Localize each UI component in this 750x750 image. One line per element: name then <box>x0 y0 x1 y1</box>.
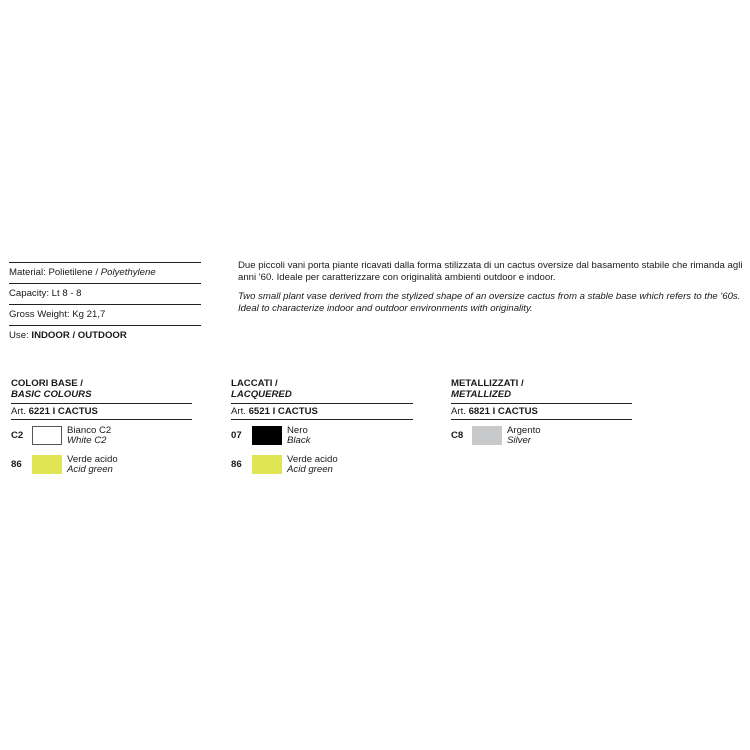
spec-capacity <box>9 283 201 304</box>
column-title-en: LACQUERED <box>231 389 292 400</box>
swatch-name-it: Argento <box>507 425 541 436</box>
article-number: 6821 I CACTUS <box>468 406 538 417</box>
column-title-it: METALLIZZATI / <box>451 378 524 389</box>
column-title-it: LACCATI / <box>231 378 278 389</box>
spec-capacity-text: Capacity: Lt 8 - 8 <box>9 288 82 299</box>
article-code <box>231 403 413 420</box>
spec-use-value: INDOOR / OUTDOOR <box>31 330 127 341</box>
spec-material-en: Polyethylene <box>100 267 156 278</box>
swatch-row <box>231 426 413 455</box>
article-prefix: Art. <box>11 406 29 417</box>
column-title <box>451 378 632 400</box>
color-column-metallized <box>451 378 632 455</box>
swatch-row <box>451 426 632 455</box>
swatch-white <box>32 426 62 445</box>
article-number: 6521 I CACTUS <box>248 406 318 417</box>
swatch-label <box>67 455 118 475</box>
spec-weight-text: Gross Weight: Kg 21,7 <box>9 309 106 320</box>
spec-material <box>9 262 201 283</box>
swatch-code: 86 <box>11 459 22 470</box>
swatch-row <box>11 455 192 484</box>
swatch-code: 07 <box>231 430 242 441</box>
swatch-name-it: Verde acido <box>67 454 118 465</box>
spec-table <box>9 262 201 346</box>
article-code <box>11 403 192 420</box>
column-title-it: COLORI BASE / <box>11 378 83 389</box>
swatch-black <box>252 426 282 445</box>
description-en: Two small plant vase derived from the stylized shape of an oversize cactus from a stable base which refers to the '60s. Ideal to characterize indoor and outdoor environments with originality. <box>238 291 741 314</box>
swatch-name-it: Nero <box>287 425 308 436</box>
swatch-name-it: Verde acido <box>287 454 338 465</box>
spec-weight <box>9 304 201 325</box>
swatch-name-en: Acid green <box>287 464 333 475</box>
swatch-name-en: Black <box>287 435 311 446</box>
swatch-code: C2 <box>11 430 24 441</box>
swatch-silver <box>472 426 502 445</box>
spec-use <box>9 325 201 346</box>
description-it: Due piccoli vani porta piante ricavati dalla forma stilizzata di un cactus oversize dal basamento stabile che rimanda agli anni '60. Ideale per caratterizzare con originalità ambienti outdoor e indoor. <box>238 260 743 283</box>
swatch-row <box>11 426 192 455</box>
swatch-code: 86 <box>231 459 242 470</box>
article-number: 6221 I CACTUS <box>28 406 98 417</box>
swatch-code: C8 <box>451 430 464 441</box>
swatch-label <box>67 426 111 446</box>
swatch-name-it: Bianco C2 <box>67 425 112 436</box>
swatch-label <box>287 426 310 446</box>
article-code <box>451 403 632 420</box>
spec-use-label: Use: <box>9 330 32 341</box>
swatch-acid-green <box>32 455 62 474</box>
swatch-row <box>231 455 413 484</box>
column-title-en: METALLIZED <box>451 389 512 400</box>
swatch-name-en: Acid green <box>67 464 113 475</box>
article-prefix: Art. <box>231 406 249 417</box>
color-column-lacquered <box>231 378 413 484</box>
swatch-acid-green <box>252 455 282 474</box>
column-title-en: BASIC COLOURS <box>11 389 92 400</box>
color-column-basic <box>11 378 192 484</box>
swatch-name-en: White C2 <box>67 435 107 446</box>
column-title <box>11 378 192 400</box>
swatch-label <box>287 455 338 475</box>
article-prefix: Art. <box>451 406 469 417</box>
spec-material-label: Material: Polietilene / <box>9 267 101 278</box>
swatch-name-en: Silver <box>507 435 531 446</box>
product-description <box>238 260 748 315</box>
swatch-label <box>507 426 541 446</box>
column-title <box>231 378 413 400</box>
